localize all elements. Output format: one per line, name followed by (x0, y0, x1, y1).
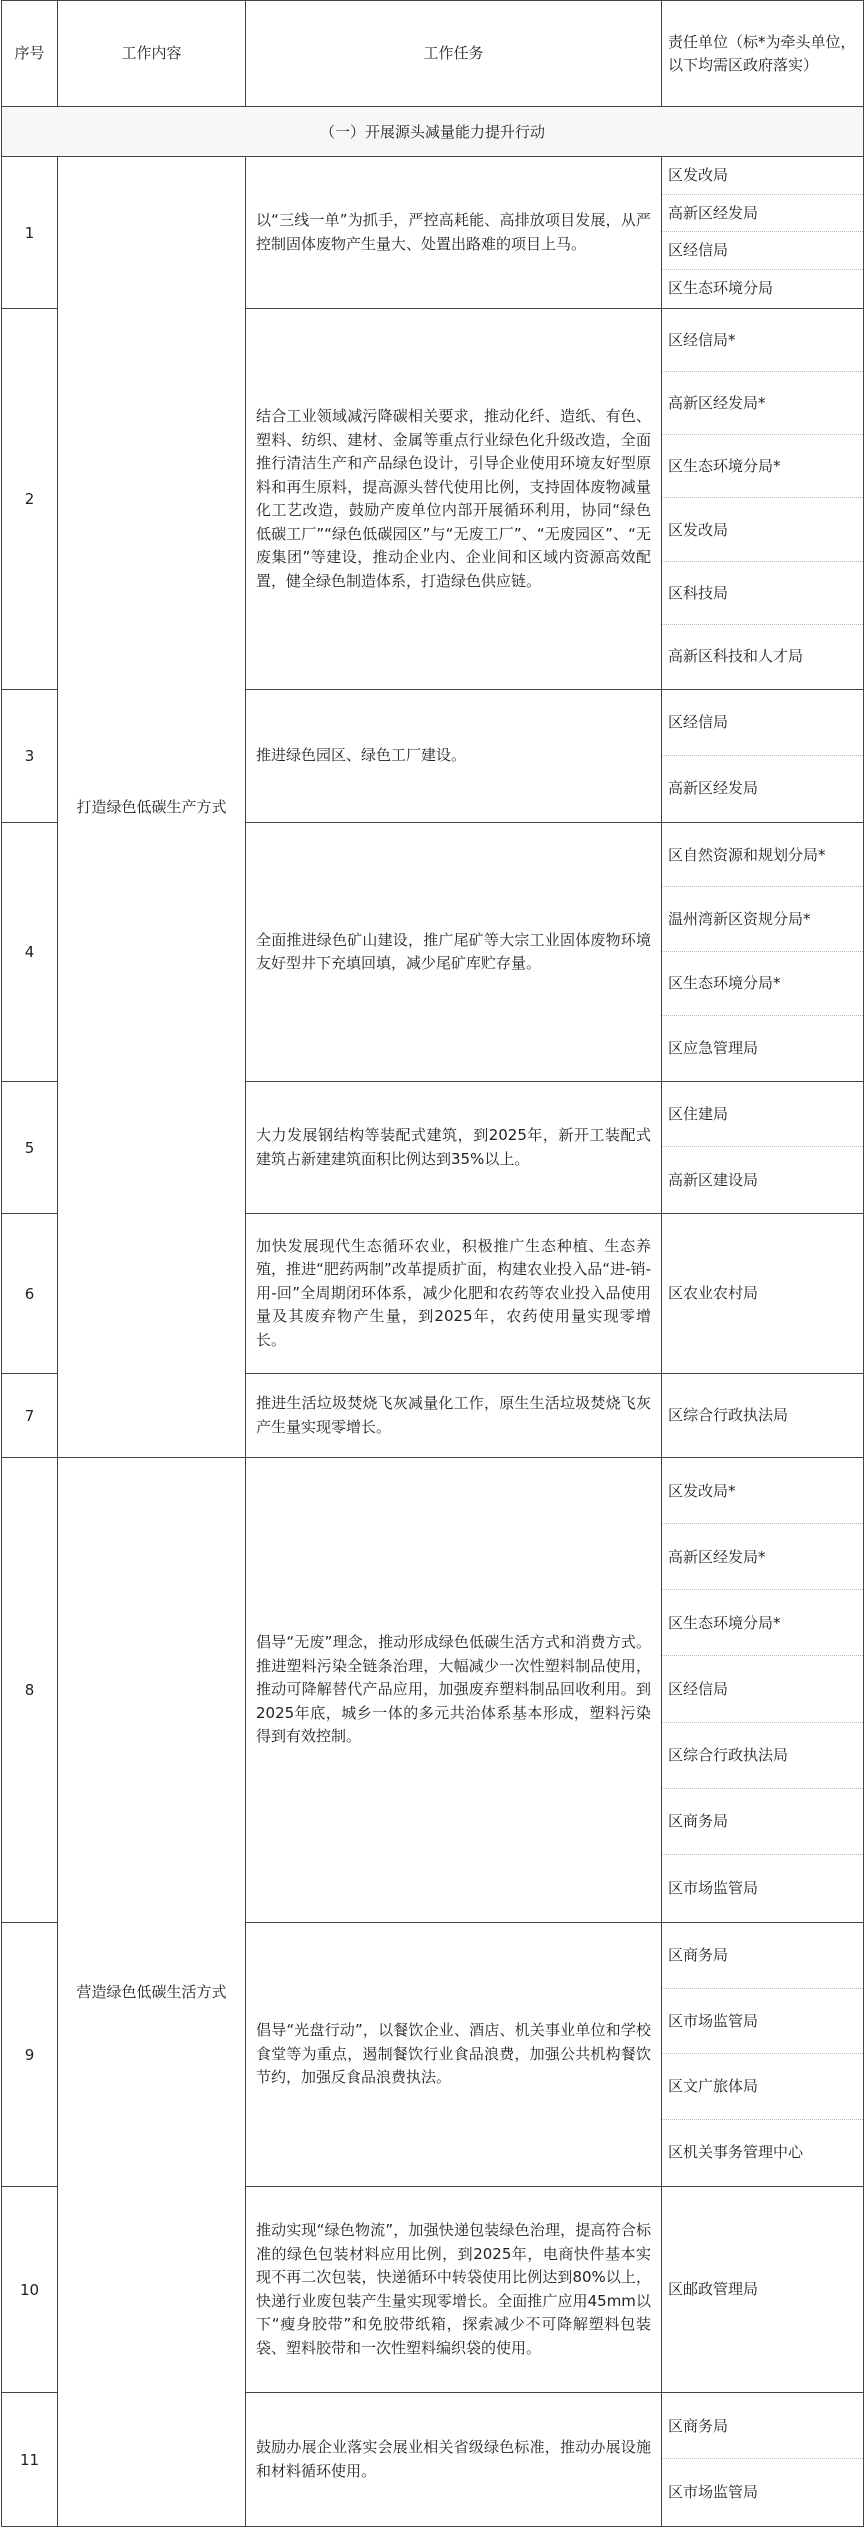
responsible-unit: 区农业农村局 (668, 1284, 759, 1302)
responsible-unit: 区商务局 (662, 1923, 863, 1989)
work-task: 加快发展现代生态循环农业，积极推广生态种植、生态养殖，推进“肥药两制”改革提质扩面，构建农业投入品“进-销-用-回”全周期闭环体系，减少化肥和农药等农业投入品使用量及其废弃物产生量，到2025年，农药使用量实现零增长。 (246, 1214, 662, 1374)
row-number: 6 (2, 1214, 58, 1374)
work-task: 推进生活垃圾焚烧飞灰减量化工作，原生生活垃圾焚烧飞灰产生量实现零增长。 (246, 1374, 662, 1458)
responsible-unit: 区发改局 (662, 498, 863, 561)
row-number: 2 (2, 309, 58, 690)
work-content: 营造绿色低碳生活方式 (58, 1458, 246, 2527)
row-number: 4 (2, 823, 58, 1082)
row-number: 1 (2, 157, 58, 309)
responsible-unit: 区科技局 (662, 562, 863, 625)
responsible-unit: 区商务局 (662, 2393, 863, 2459)
responsible-unit: 高新区科技和人才局 (668, 647, 804, 666)
responsible-unit: 区经信局 (662, 690, 863, 756)
responsible-unit: 区生态环境分局* (662, 1590, 863, 1656)
responsible-units (662, 1923, 864, 2187)
responsible-unit: 区市场监管局 (662, 1989, 863, 2055)
responsible-unit: 高新区经发局* (662, 1524, 863, 1590)
responsible-units (662, 1458, 864, 1923)
responsible-unit: 区经信局 (662, 1656, 863, 1722)
work-task: 倡导“光盘行动”，以餐饮企业、酒店、机关事业单位和学校食堂等为重点，遏制餐饮行业食品浪费，加强公共机构餐饮节约，加强反食品浪费执法。 (246, 1923, 662, 2187)
row-number: 7 (2, 1374, 58, 1458)
responsible-units (662, 309, 864, 690)
responsible-unit: 区应急管理局 (668, 1038, 759, 1057)
responsible-unit: 区经信局 (662, 232, 863, 270)
work-task: 以“三线一单”为抓手，严控高耗能、高排放项目发展，从严控制固体废物产生量大、处置出路难的项目上马。 (246, 157, 662, 309)
row-number: 11 (2, 2393, 58, 2527)
responsible-unit: 区市场监管局 (668, 2483, 759, 2501)
responsible-unit: 区生态环境分局 (668, 279, 774, 298)
work-task: 推动实现“绿色物流”，加强快递包装绿色治理，提高符合标准的绿色包装材料应用比例，到2025年，电商快件基本实现不再二次包装，快递循环中转袋使用比例达到80%以上，快递行业废包装产生量实现零增长。全面推广应用45mm以下“瘦身胶带”和免胶带纸箱，探索减少不可降解塑料包装袋、塑料胶带和一次性塑料编织袋的使用。 (246, 2187, 662, 2393)
responsible-units (662, 157, 864, 309)
table-row (2, 157, 864, 309)
responsible-unit: 高新区经发局 (668, 779, 759, 798)
responsible-units (662, 1214, 864, 1374)
row-number: 10 (2, 2187, 58, 2393)
responsible-unit: 区邮政管理局 (668, 2280, 759, 2298)
responsible-unit: 高新区建设局 (668, 1170, 759, 1189)
responsible-unit: 区综合行政执法局 (668, 1406, 789, 1424)
section-row (2, 107, 864, 157)
work-task: 全面推进绿色矿山建设，推广尾矿等大宗工业固体废物环境友好型井下充填回填，减少尾矿库贮存量。 (246, 823, 662, 1082)
responsible-unit: 区商务局 (662, 1789, 863, 1855)
row-number: 3 (2, 690, 58, 823)
responsible-unit: 区发改局* (662, 1458, 863, 1524)
responsible-unit: 区经信局* (662, 309, 863, 372)
responsible-unit: 区发改局 (662, 157, 863, 195)
responsible-units (662, 1374, 864, 1458)
responsible-unit: 区综合行政执法局 (662, 1723, 863, 1789)
responsible-unit: 区市场监管局 (668, 1878, 759, 1897)
work-task: 推进绿色园区、绿色工厂建设。 (246, 690, 662, 823)
table-header-row (2, 1, 864, 107)
responsible-units (662, 823, 864, 1082)
responsible-unit: 区自然资源和规划分局* (662, 823, 863, 887)
work-task: 大力发展钢结构等装配式建筑，到2025年，新开工装配式建筑占新建建筑面积比例达到35%以上。 (246, 1082, 662, 1214)
work-task-table (1, 0, 864, 2527)
work-task: 结合工业领域减污降碳相关要求，推动化纤、造纸、有色、塑料、纺织、建材、金属等重点行业绿色化升级改造，全面推行清洁生产和产品绿色设计，引导企业使用环境友好型原料和再生原料，提高源头替代使用比例，支持固体废物减量化工艺改造，鼓励产废单位内部开展循环利用，协同“绿色低碳工厂”“绿色低碳园区”与“无废工厂”、“无废园区”、“无废集团”等建设，推动企业内、企业间和区域内资源高效配置，健全绿色制造体系，打造绿色供应链。 (246, 309, 662, 690)
section-title: （一）开展源头减量能力提升行动 (2, 107, 864, 157)
work-content: 打造绿色低碳生产方式 (58, 157, 246, 1458)
responsible-unit: 区生态环境分局* (662, 952, 863, 1016)
responsible-unit: 高新区经发局 (662, 195, 863, 233)
responsible-unit: 区住建局 (662, 1082, 863, 1147)
table-row (2, 1458, 864, 1923)
table-body (2, 107, 864, 2527)
responsible-unit: 温州湾新区资规分局* (662, 887, 863, 951)
header-num: 序号 (2, 1, 58, 107)
work-task: 鼓励办展企业落实会展业相关省级绿色标准，推动办展设施和材料循环使用。 (246, 2393, 662, 2527)
responsible-unit: 高新区经发局* (662, 372, 863, 435)
responsible-unit: 区生态环境分局* (662, 435, 863, 498)
responsible-units (662, 1082, 864, 1214)
row-number: 5 (2, 1082, 58, 1214)
header-content: 工作内容 (58, 1, 246, 107)
responsible-unit: 区机关事务管理中心 (668, 2143, 804, 2162)
header-task: 工作任务 (246, 1, 662, 107)
work-task: 倡导“无废”理念，推动形成绿色低碳生活方式和消费方式。推进塑料污染全链条治理，大幅减少一次性塑料制品使用，推动可降解替代产品应用，加强废弃塑料制品回收利用。到2025年底，城乡一体的多元共治体系基本形成，塑料污染得到有效控制。 (246, 1458, 662, 1923)
header-unit: 责任单位（标*为牵头单位，以下均需区政府落实） (662, 1, 864, 107)
row-number: 9 (2, 1923, 58, 2187)
responsible-unit: 区文广旅体局 (662, 2054, 863, 2120)
responsible-units (662, 2187, 864, 2393)
row-number: 8 (2, 1458, 58, 1923)
responsible-units (662, 2393, 864, 2527)
responsible-units (662, 690, 864, 823)
